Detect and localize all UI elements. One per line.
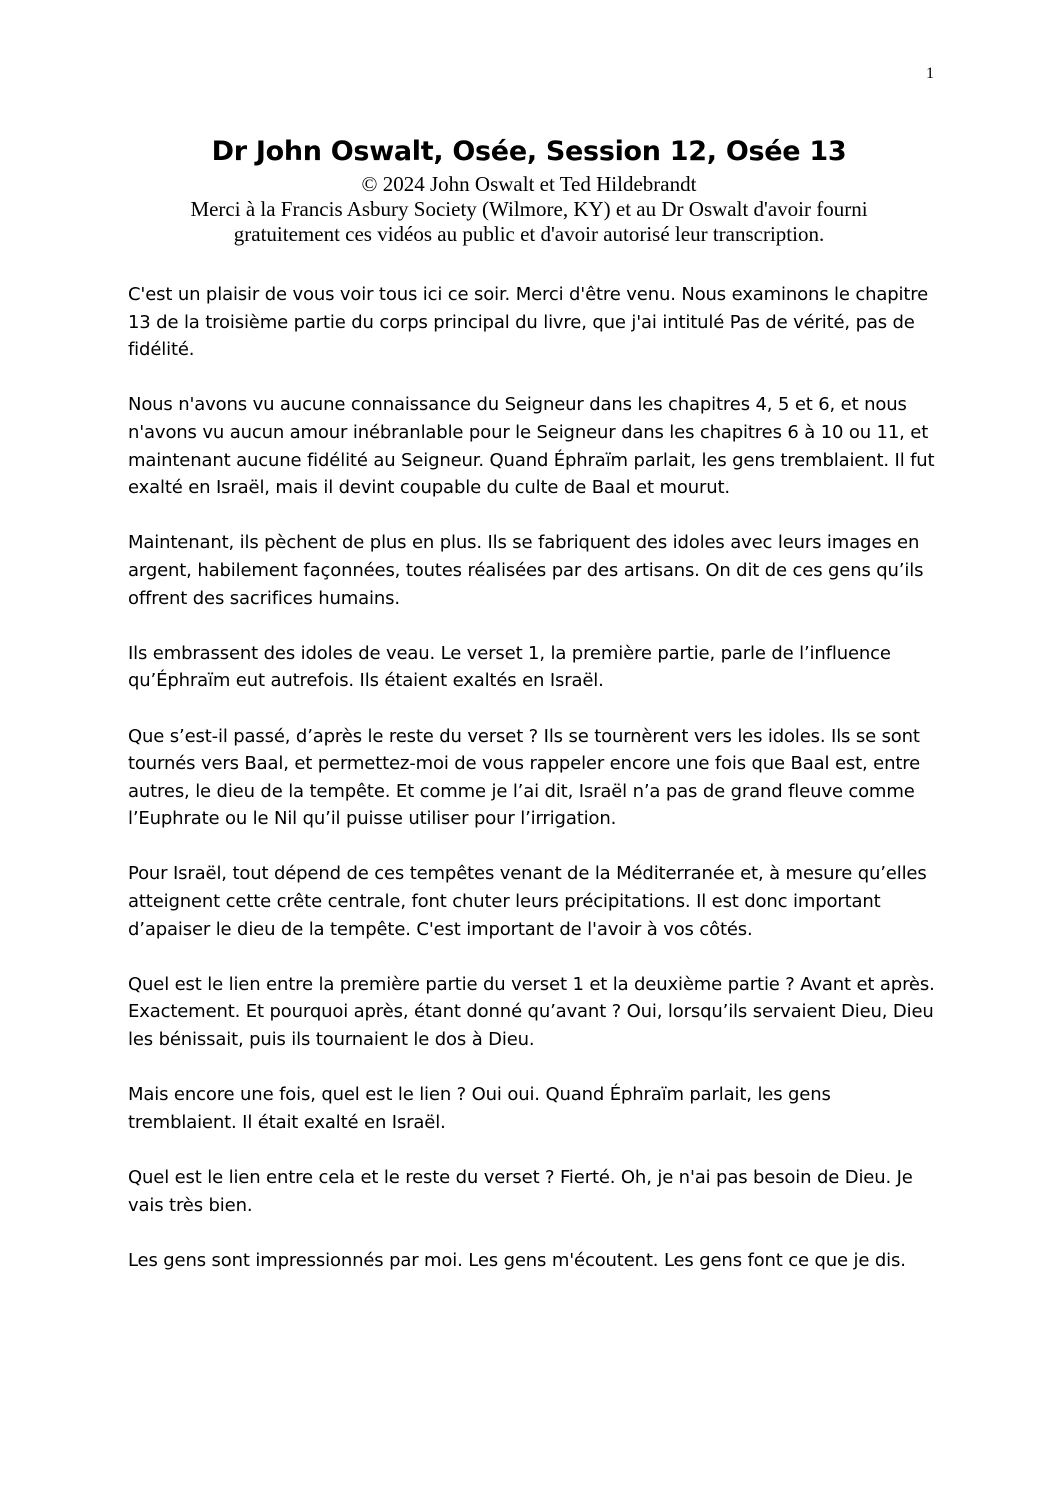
paragraph: Quel est le lien entre la première partie du verset 1 et la deuxième partie ? Avant et après. Exactement. Et pourquoi après, étant donné qu’avant ? Oui, lorsqu’ils servaient Dieu, Dieu les bénissait, puis ils tournaient le dos à Dieu.	[128, 973, 935, 1051]
acknowledgment-line-1: Merci à la Francis Asbury Society (Wilmore, KY) et au Dr Oswalt d'avoir fourni	[190, 197, 868, 221]
paragraph: Nous n'avons vu aucune connaissance du Seigneur dans les chapitres 4, 5 et 6, et nous n'avons vu aucun amour inébranlable pour le Seigneur dans les chapitres 6 à 10 ou 11, et maintenant aucune fidélité au Seigneur. Quand Éphraïm parlait, les gens tremblaient. Il fut exalté en Israël, mais il devint coupable du culte de Baal et mourut.	[128, 394, 935, 499]
document-title: Dr John Oswalt, Osée, Session 12, Osée 13	[211, 136, 847, 167]
paragraph: Mais encore une fois, quel est le lien ? Oui oui. Quand Éphraïm parlait, les gens tremblaient. Il était exalté en Israël.	[128, 1084, 831, 1133]
acknowledgment-line-2: gratuitement ces vidéos au public et d'avoir autorisé leur transcription.	[233, 222, 825, 246]
paragraph: Que s’est-il passé, d’après le reste du verset ? Ils se tournèrent vers les idoles. Ils se sont tournés vers Baal, et permettez-moi de vous rappeler encore une fois que Baal est, entre autres, le dieu de la tempête. Et comme je l’ai dit, Israël n’a pas de grand fleuve comme l’Euphrate ou le Nil qu’il puisse utiliser pour l’irrigation.	[128, 725, 921, 830]
paragraph: Les gens sont impressionnés par moi. Les gens m'écoutent. Les gens font ce que je dis.	[128, 1249, 906, 1271]
copyright-line: © 2024 John Oswalt et Ted Hildebrandt	[361, 172, 697, 196]
paragraph: Pour Israël, tout dépend de ces tempêtes venant de la Méditerranée et, à mesure qu’elles atteignent cette crête centrale, font chuter leurs précipitations. Il est donc important d’apaiser le dieu de la tempête. C'est important de l'avoir à vos côtés.	[128, 863, 927, 940]
paragraph: Quel est le lien entre cela et le reste du verset ? Fierté. Oh, je n'ai pas besoin de Dieu. Je vais très bien.	[128, 1167, 913, 1216]
paragraph: C'est un plaisir de vous voir tous ici ce soir. Merci d'être venu. Nous examinons le chapitre 13 de la troisième partie du corps principal du livre, que j'ai intitulé Pas de vérité, pas de fidélité.	[128, 284, 929, 361]
paragraph: Maintenant, ils pèchent de plus en plus. Ils se fabriquent des idoles avec leurs images en argent, habilement façonnées, toutes réalisées par des artisans. On dit de ces gens qu’ils offrent des sacrifices humains.	[128, 532, 924, 609]
paragraph: Ils embrassent des idoles de veau. Le verset 1, la première partie, parle de l’influence qu’Éphraïm eut autrefois. Ils étaient exaltés en Israël.	[128, 642, 891, 692]
document-header	[120, 132, 938, 247]
page-number: 1	[926, 65, 934, 82]
transcript-body	[128, 281, 936, 1302]
